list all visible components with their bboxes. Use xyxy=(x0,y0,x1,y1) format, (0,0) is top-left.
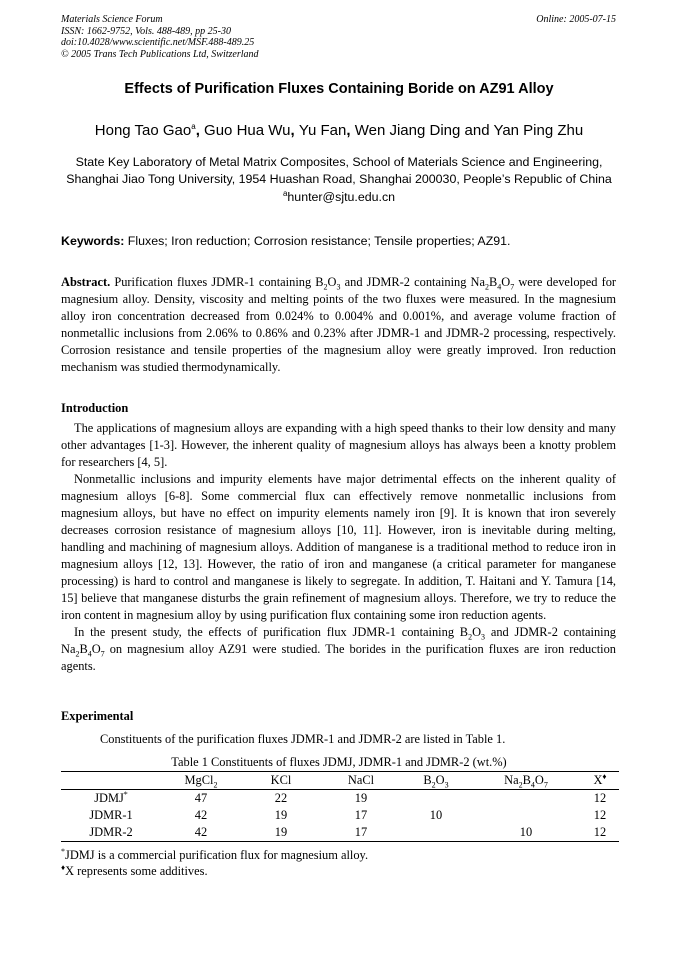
table-cell: 19 xyxy=(274,808,288,822)
paragraph-text: O xyxy=(91,642,101,656)
paragraph xyxy=(61,624,616,675)
table-cell: 10 xyxy=(519,825,533,839)
paragraph-text: O xyxy=(472,625,482,639)
section-heading-introduction: Introduction xyxy=(61,401,129,415)
author-separator: , xyxy=(290,122,299,139)
table-footnotes xyxy=(61,847,368,879)
footnote xyxy=(61,863,368,879)
table-row xyxy=(61,790,619,808)
paragraph: Constituents of the purification fluxes JDMR-1 and JDMR-2 are listed in Table 1. xyxy=(100,732,506,746)
abstract-label: Abstract. xyxy=(61,275,111,289)
table-cell: 19 xyxy=(274,825,288,839)
table-cell xyxy=(471,807,581,824)
abstract-text: O xyxy=(327,275,337,289)
copyright-line: © 2005 Trans Tech Publications Ltd, Switzerland xyxy=(61,48,259,60)
introduction-body xyxy=(61,420,616,675)
table-cell: 42 xyxy=(194,808,208,822)
row-label: JDMJ* xyxy=(94,789,128,805)
footnote-marker: ♦ xyxy=(61,862,66,872)
footnote-text: X represents some additives. xyxy=(65,864,208,878)
table-cell: 12 xyxy=(593,791,607,805)
email-marker: a xyxy=(282,188,288,198)
table-cell: 17 xyxy=(354,825,368,839)
author-separator: , xyxy=(195,122,205,139)
paragraph-text: In the present study, the effects of purification flux JDMR-1 containing B xyxy=(74,625,469,639)
email-address: hunter@sjtu.edu.cn xyxy=(287,190,396,204)
table-cell: 42 xyxy=(194,825,208,839)
author-name: Guo Hua Wu xyxy=(204,122,291,139)
table-cell xyxy=(401,824,471,842)
author-separator: , xyxy=(346,122,355,139)
row-label: JDMR-2 xyxy=(89,825,133,839)
subscript: 3 xyxy=(481,632,486,642)
row-label: JDMR-1 xyxy=(89,808,133,822)
author-list xyxy=(0,122,678,139)
affiliation xyxy=(40,154,638,188)
subscript: 7 xyxy=(100,649,105,659)
abstract-text: Purification fluxes JDMR-1 containing B xyxy=(110,275,324,289)
keywords-text: Fluxes; Iron reduction; Corrosion resistance; Tensile properties; AZ91. xyxy=(124,234,511,248)
author-name: Yu Fan xyxy=(298,122,347,139)
table-cell: 12 xyxy=(593,825,607,839)
table-row xyxy=(61,824,619,842)
column-header-na2b4o7: $Na_2B_4O_7$ xyxy=(504,773,548,790)
subscript: 7 xyxy=(510,282,515,292)
footnote-marker: * xyxy=(61,846,65,856)
author-name: Yan Ping Zhu xyxy=(493,122,584,139)
abstract-text: were developed for magnesium alloy. Density, viscosity and melting points of the two fluxes were measured. In the magnesium alloy iron concentration decreased from 0.024% to 0.004% and 0.001%, and average volume fraction of nonmetallic inclusions from 2.06% to 0.86% and 0.23% after JDMR-1 and JDMR-2 processing, respectively. Corrosion resistance and tensile properties of the magnesium alloy were greatly improved. Iron reduction mechanism was studied thermodynamically. xyxy=(61,275,617,374)
issn-line: ISSN: 1662-9752, Vols. 488-489, pp 25-30 xyxy=(61,25,231,37)
subscript: 2 xyxy=(468,632,473,642)
column-header-x: X♦ xyxy=(593,771,607,787)
paper-title: Effects of Purification Fluxes Containing Boride on AZ91 Alloy xyxy=(124,81,554,97)
paragraph-text: and JDMR-2 containing Na xyxy=(61,625,616,656)
flux-constituents-table xyxy=(61,771,619,842)
subscript: 3 xyxy=(336,282,341,292)
abstract-text: B xyxy=(489,275,498,289)
abstract xyxy=(61,274,616,376)
table-header-row xyxy=(61,772,619,790)
paragraph-text: on magnesium alloy AZ91 were studied. The borides in the purification fluxes are iron reduction agents. xyxy=(61,642,616,673)
table-cell: 17 xyxy=(354,808,368,822)
table-caption: Table 1 Constituents of fluxes JDMJ, JDMR-1 and JDMR-2 (wt.%) xyxy=(171,755,507,769)
footnote xyxy=(61,847,368,863)
affiliation-marker: a xyxy=(191,122,196,131)
table-cell xyxy=(471,790,581,808)
column-header-mgcl2: MgCl$_2$ xyxy=(184,773,218,790)
subscript: 2 xyxy=(323,282,328,292)
column-header-b2o3: $B_2O_3$ xyxy=(423,773,449,790)
table-cell: 10 xyxy=(429,808,443,822)
journal-header xyxy=(61,14,616,60)
author-name: Wen Jiang Ding xyxy=(354,122,461,139)
table-cell: 12 xyxy=(593,808,607,822)
subscript: 4 xyxy=(497,282,502,292)
table-cell: 19 xyxy=(354,791,368,805)
keywords-label: Keywords: xyxy=(61,234,125,248)
abstract-text: O xyxy=(501,275,511,289)
table-cell: 47 xyxy=(194,791,208,805)
paragraph: Nonmetallic inclusions and impurity elements have major detrimental effects on the inherent quality of magnesium alloys [6-8]. Some commercial flux can effectively remove nonmetallic inclusions from magnesium alloys, but have no effect on impurity elements namely iron [9]. It is known that iron severely decreases corrosion resistance of magnesium alloys [10, 11]. However, iron is inevitable during melting, handling and machining of magnesium alloys. Addition of manganese is a traditional method to reduce iron in magnesium alloys [12, 13]. However, the ratio of iron and manganese (a critical parameter for manganese processing) is hard to control and manganese is likely to segregate. In addition, T. Haitani and Y. Tamura [14, 15] believe that manganese disturbs the grain refinement of magnesium alloys. Therefore, we try to reduce the iron content in magnesium alloy by using purification flux containing some iron reduction agents. xyxy=(61,472,616,622)
table-row xyxy=(61,807,619,824)
abstract-text: and JDMR-2 containing Na xyxy=(340,275,485,289)
subscript: 4 xyxy=(87,649,92,659)
column-header-kcl: KCl xyxy=(270,773,292,787)
section-heading-experimental: Experimental xyxy=(61,709,134,723)
paragraph: The applications of magnesium alloys are expanding with a high speed thanks to their low density and many other advantages [1-3]. However, the inherent quality of magnesium alloys has always been a knotty problem for researchers [4, 5]. xyxy=(61,421,616,469)
table-cell xyxy=(401,790,471,808)
doi-line: doi:10.4028/www.scientific.net/MSF.488-489.25 xyxy=(61,37,255,48)
footnote-text: JDMJ is a commercial purification flux for magnesium alloy. xyxy=(65,848,369,862)
table-cell: 22 xyxy=(274,791,288,805)
column-header-flux xyxy=(61,772,161,790)
author-separator: and xyxy=(460,122,494,139)
subscript: 2 xyxy=(75,649,80,659)
column-header-nacl: NaCl xyxy=(347,773,375,787)
author-email xyxy=(0,190,678,204)
online-date: Online: 2005-07-15 xyxy=(536,14,616,25)
affiliation-line: State Key Laboratory of Metal Matrix Composites, School of Materials Science and Engineering, xyxy=(75,155,603,169)
subscript: 2 xyxy=(485,282,489,292)
paragraph-text: B xyxy=(79,642,88,656)
author-name: Hong Tao Gao xyxy=(94,122,192,139)
journal-name: Materials Science Forum xyxy=(61,14,163,25)
affiliation-line: Shanghai Jiao Tong University, 1954 Huashan Road, Shanghai 200030, People’s Republic of China xyxy=(66,172,612,186)
keywords xyxy=(61,234,621,248)
